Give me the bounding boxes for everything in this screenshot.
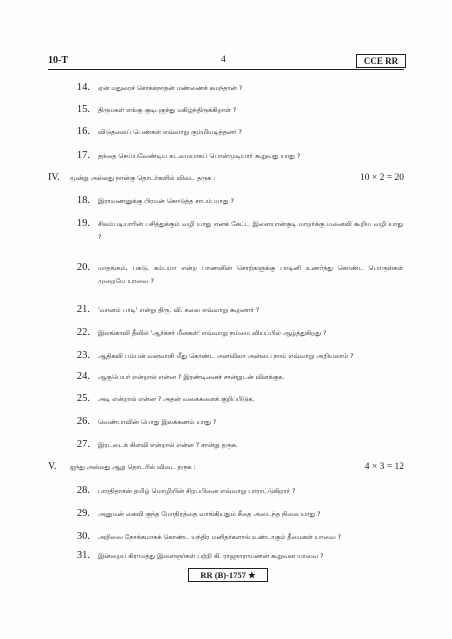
question-number: 21. [76,304,90,315]
question-text: அடி என்றால் என்ன ? அதன் வகைகளைக் குறிப்பிடுக. [98,395,255,403]
page-number: 4 [221,55,226,65]
question-number: 22. [76,327,90,338]
question-text: இராவணனுக்கு பிரமன் கொடுத்த சாபம் யாது ? [98,197,234,205]
section-instruction: ஐந்து அல்லது ஆறு தொடரில் விடை தருக : [70,463,196,471]
question-number: 30. [76,531,90,542]
question-text: மாதங்கம், பகடு, கம்பமா என்ற பாணனின் சொற்களுக்கு பாடினி உணர்ந்து கொண்ட பொருள்கள் முறையே யாவை ? [98,264,403,285]
section-number: V. [48,461,57,472]
question-number: 14. [76,82,90,93]
header-rule [48,69,404,70]
question-number: 17. [76,150,90,161]
question-text: ஏன் மதுரைச் சொக்கநாதன் மண்ணைச் சுமந்தான் ? [98,84,243,92]
question-text: வெண்பாவின் பொது இலக்கணம் யாது ? [98,418,217,426]
question-text: விடுதலைப் பெண்கள் எவ்வாறு கும்மியடித்தனர் ? [98,128,242,136]
question-number: 20. [76,262,90,273]
question-number: 23. [76,350,90,361]
question-text: இரட்டைக் கிளவி என்றால் என்ன ? சான்று தருக. [98,441,238,449]
footer-code-box: RR (B)-1757 ★ [188,568,268,582]
question-text: 'வானம் பாடி' என்று திரு. வி. கலை எவ்வாறு கூறனார் ? [98,306,260,314]
question-text: தந்தை செய்யவேண்டிய கடமையாகப் பொன்முடியார் கூறுவது யாது ? [98,152,301,160]
question-text: அனுமன் கைவி குந்த மோதிரத்தை வாங்கியதும் சீதை அடைந்த நிலை யாது ? [98,510,321,518]
question-number: 26. [76,416,90,427]
question-number: 31. [76,550,90,561]
question-number: 29. [76,508,90,519]
section-number: IV. [48,172,60,183]
question-text: திருமகள் எங்கு குடிபுகுந்து மகிழ்ந்திருக்கிறாள் ? [98,106,237,114]
question-number: 15. [76,104,90,115]
question-text: இன்றைய கிராமத்து இளைஞர்கள் பற்றி கி. ராஜநாராயணன் கூறுவன யாவை ? [98,552,324,560]
question-text: பாரதிதாசன் தமிழ் மொழியின் சிறப்பினை எவ்வாறு பாராட்டுகிறார் ? [98,487,296,495]
question-number: 27. [76,439,90,450]
question-number: 28. [76,485,90,496]
question-text: சிலம்படியாரின் பசித்துக்கும் வழி யாது எனக் கேட்ட இளையான்குடி மாறர்க்கு மனைவி கூறிய வழி யாது ? [98,220,403,241]
question-text: இலங்காவி தீவில் 'ஆர்க்சர் மீனகள்' எவ்வாறு நம்மை வியப்பில் ஆழ்த்துகிறது ? [98,329,327,337]
paper-code: 10-T [48,55,68,66]
question-text: ஆதிகவி பம்பன் வனவாசி மீது கொண்ட அளவிலா அன்பை நாம் எவ்வாறு அறியலாம் ? [98,352,354,360]
section-marks: 10 × 2 = 20 [360,173,404,183]
paper-tag-box: CCE RR [356,54,406,68]
question-text: அறிவை நோக்கமாகக் கொண்ட யந்திர மனிதர்களால் உண்டாகும் தீமைகள் யாவை ? [98,533,342,541]
section-instruction: மூன்று அல்லது நான்கு தொடர்களில் விடை தருக : [70,174,216,182]
question-text: ஆகுபெயர் என்றால் என்ன ? இரண்டினைச் சான்றுடன் விளக்குக. [98,373,285,381]
question-number: 24. [76,371,90,382]
question-number: 18. [76,195,90,206]
question-number: 25. [76,393,90,404]
section-marks: 4 × 3 = 12 [364,462,404,472]
question-number: 19. [76,218,90,229]
question-number: 16. [76,126,90,137]
